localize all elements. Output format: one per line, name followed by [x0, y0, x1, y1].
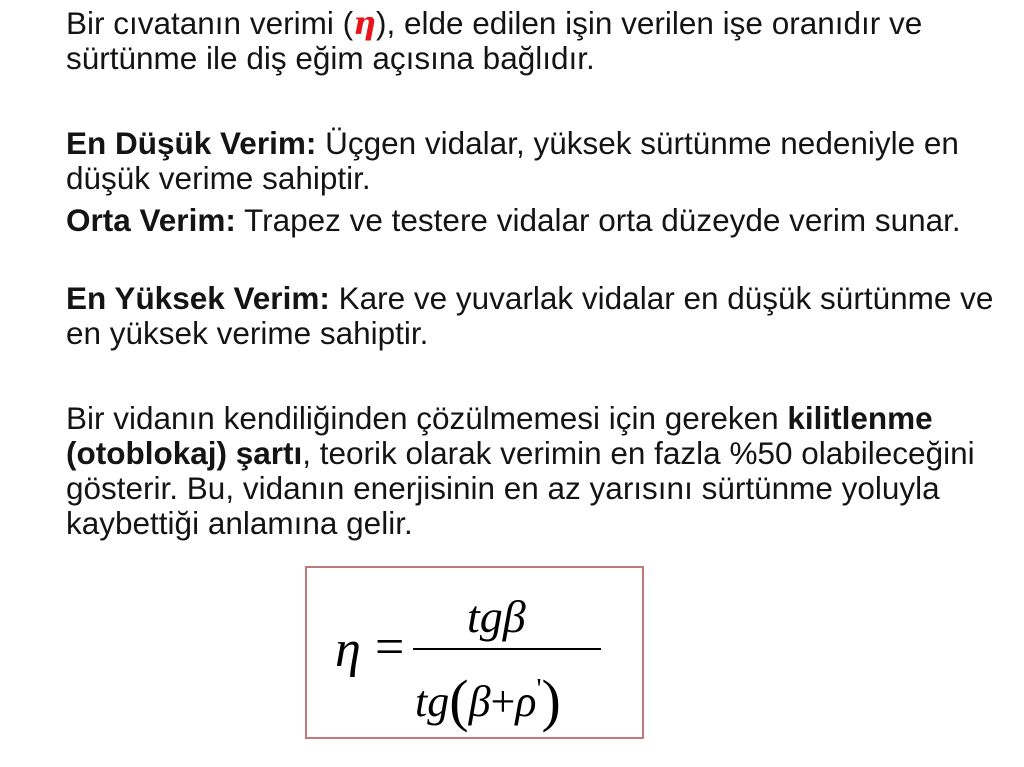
formula-open-paren: (: [449, 668, 469, 733]
formula-plus: +: [490, 677, 516, 726]
intro-text-end: ), elde edilen işin verilen işe oranıdır ve sürtünme ile diş eğim açısına bağlıdır.: [66, 5, 923, 76]
efficiency-formula: [307, 568, 642, 737]
formula-prime: ': [536, 674, 542, 705]
intro-text-start: Bir cıvatanın verimi (: [66, 5, 354, 41]
formula-denominator: [415, 660, 561, 732]
formula-beta: β: [468, 677, 491, 726]
self-locking-text-end: , teorik olarak verimin en fazla %50 olabileceğini gösterir. Bu, vidanın enerjisinin en az yarısını sürtünme yoluyla kaybettiği anlamına gelir.: [66, 435, 975, 541]
formula-numerator: tgβ: [467, 591, 526, 642]
medium-efficiency-label: Orta Verim:: [66, 202, 236, 238]
low-efficiency-text: Üçgen vidalar, yüksek sürtünme nedeniyle en düşük verime sahiptir.: [66, 125, 959, 196]
high-efficiency-text: Kare ve yuvarlak vidalar en düşük sürtünme ve en yüksek verime sahiptir.: [66, 280, 994, 351]
efficiency-symbol: η: [353, 5, 376, 42]
self-locking-text-start: Bir vidanın kendiliğinden çözülmemesi için gereken: [66, 400, 788, 436]
medium-efficiency-paragraph: [66, 203, 996, 238]
self-locking-bold-term: kilitlenme (otoblokaj) şartı: [66, 400, 933, 471]
formula-box: [305, 566, 644, 739]
high-efficiency-paragraph: [66, 281, 996, 351]
low-efficiency-paragraph: [66, 126, 996, 196]
formula-denominator-tg: tg: [415, 677, 450, 726]
formula-fraction-bar: [413, 648, 601, 650]
medium-efficiency-text: Trapez ve testere vidalar orta düzeyde verim sunar.: [235, 202, 961, 238]
high-efficiency-label: En Yüksek Verim:: [66, 280, 330, 316]
formula-close-paren: ): [541, 668, 561, 733]
intro-paragraph: [66, 6, 996, 76]
formula-equals-sign: =: [375, 619, 405, 676]
self-locking-paragraph: [66, 401, 996, 541]
formula-lhs-eta: η: [335, 621, 361, 678]
low-efficiency-label: En Düşük Verim:: [66, 125, 317, 161]
formula-rho: ρ: [515, 677, 537, 726]
